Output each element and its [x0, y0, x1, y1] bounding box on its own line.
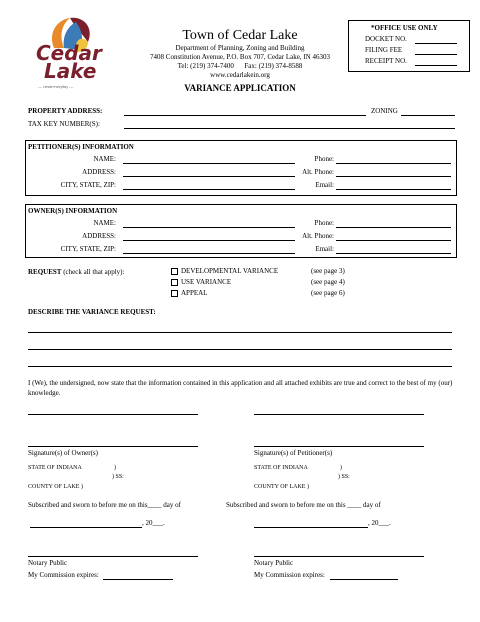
owner-section [25, 204, 457, 258]
appeal-checkbox[interactable] [171, 290, 178, 297]
petitioner-notary-line[interactable] [254, 556, 424, 557]
owner-email-field[interactable] [336, 245, 451, 254]
owner-ss-label: ) SS: [112, 474, 124, 480]
petitioner-signature-label: Signature(s) of Petitioner(s) [254, 449, 333, 457]
owner-phone-field[interactable] [336, 219, 451, 228]
appeal-label: APPEAL [181, 289, 208, 297]
town-logo [30, 12, 110, 94]
petitioner-phone-label: Phone: [314, 155, 334, 163]
describe-line[interactable] [28, 332, 452, 333]
property-address-field[interactable] [124, 107, 366, 116]
owner-address-field[interactable] [123, 232, 295, 241]
owner-name-label: NAME: [93, 219, 116, 227]
petitioner-sworn-year: , 20___. [368, 519, 391, 527]
owner-alt-phone-field[interactable] [336, 232, 451, 241]
petitioner-ss-label: ) SS: [338, 474, 350, 480]
developmental-variance-checkbox[interactable] [171, 268, 178, 275]
filing-fee-label: FILING FEE [365, 46, 403, 54]
logo-cedar: Cedar [36, 41, 102, 65]
owner-notary-label: Notary Public [28, 559, 68, 567]
use-variance-label: USE VARIANCE [181, 278, 232, 286]
certification-statement: I (We), the undersigned, now state that the information contained in this application and all attached exhibits are true and correct to the best of my (our) knowledge. [28, 379, 453, 397]
docket-field[interactable] [415, 43, 457, 44]
owner-sworn-date-line[interactable] [30, 527, 142, 528]
petitioner-name-label: NAME: [93, 155, 116, 163]
petitioner-signature-line[interactable] [254, 414, 424, 415]
petitioner-address-label: ADDRESS: [82, 168, 116, 176]
owner-signature-label: Signature(s) of Owner(s) [28, 449, 98, 457]
use-variance-page: (see page 4) [311, 278, 345, 286]
form-title: VARIANCE APPLICATION [184, 83, 296, 93]
office-use-box [348, 20, 470, 72]
petitioner-section [25, 140, 457, 196]
petitioner-email-field[interactable] [336, 181, 451, 190]
petitioner-signature-line-2[interactable] [254, 446, 424, 447]
petitioner-address-field[interactable] [123, 168, 295, 177]
petitioner-commission-line[interactable] [330, 579, 398, 580]
tax-key-field[interactable] [124, 120, 455, 129]
logo-tagline: — create everyday — [38, 84, 74, 89]
appeal-page: (see page 6) [311, 289, 345, 297]
logo-lake: Lake [44, 59, 97, 83]
filing-fee-field[interactable] [415, 54, 457, 55]
petitioner-notary-label: Notary Public [254, 559, 294, 567]
docket-label: DOCKET NO. [365, 35, 407, 43]
owner-state-label: STATE OF INDIANA [28, 465, 82, 471]
owner-address-label: ADDRESS: [82, 232, 116, 240]
owner-notary-line[interactable] [28, 556, 198, 557]
header-block [132, 28, 348, 94]
zoning-field[interactable] [401, 107, 455, 116]
describe-line[interactable] [28, 349, 452, 350]
owner-sworn-text: Subscribed and sworn to before me on this____ day of [28, 501, 181, 509]
describe-label: DESCRIBE THE VARIANCE REQUEST: [28, 308, 156, 316]
petitioner-heading: PETITIONER(S) INFORMATION [28, 143, 134, 151]
petitioner-alt-phone-label: Alt. Phone: [302, 168, 334, 176]
describe-line[interactable] [28, 366, 452, 367]
owner-sworn-year: , 20___. [142, 519, 165, 527]
website-link[interactable]: www.cedarlakein.org [210, 71, 270, 79]
request-label-group [28, 268, 124, 277]
owner-commission-label: My Commission expires: [28, 571, 99, 579]
department: Department of Planning, Zoning and Building [175, 44, 305, 52]
receipt-field[interactable] [415, 65, 457, 66]
department-address: 7408 Constitution Avenue, P.O. Box 707, Cedar Lake, IN 46303 [150, 53, 330, 61]
use-variance-checkbox[interactable] [171, 279, 178, 286]
petitioner-state-paren: ) [340, 465, 342, 471]
petitioner-sworn-text: Subscribed and sworn to before me on this ____ day of [226, 501, 381, 509]
request-note: (check all that apply): [63, 268, 125, 276]
owner-name-field[interactable] [123, 219, 295, 228]
owner-alt-phone-label: Alt. Phone: [302, 232, 334, 240]
petitioner-phone-field[interactable] [336, 155, 451, 164]
phone-fax: Tel: (219) 374-7400 Fax: (219) 374-8588 [177, 62, 303, 70]
office-use-title: *OFFICE USE ONLY [371, 24, 438, 32]
owner-city-label: CITY, STATE, ZIP: [60, 245, 116, 253]
owner-signature-line-2[interactable] [28, 446, 198, 447]
developmental-variance-page: (see page 3) [311, 267, 345, 275]
petitioner-county-label: COUNTY OF LAKE ) [254, 484, 309, 490]
property-address-label: PROPERTY ADDRESS: [28, 107, 103, 115]
developmental-variance-label: DEVELOPMENTAL VARIANCE [181, 267, 279, 275]
town-name: Town of Cedar Lake [182, 28, 298, 43]
petitioner-state-label: STATE OF INDIANA [254, 465, 308, 471]
petitioner-email-label: Email: [315, 181, 334, 189]
owner-city-field[interactable] [123, 245, 295, 254]
owner-state-paren: ) [114, 465, 116, 471]
tax-key-label: TAX KEY NUMBER(S): [28, 120, 100, 128]
owner-phone-label: Phone: [314, 219, 334, 227]
petitioner-city-label: CITY, STATE, ZIP: [60, 181, 116, 189]
zoning-label: ZONING [371, 107, 398, 115]
petitioner-alt-phone-field[interactable] [336, 168, 451, 177]
request-label: REQUEST [28, 268, 62, 276]
owner-signature-line[interactable] [28, 414, 198, 415]
owner-commission-line[interactable] [103, 579, 173, 580]
owner-email-label: Email: [315, 245, 334, 253]
petitioner-name-field[interactable] [123, 155, 295, 164]
receipt-label: RECEIPT NO. [365, 57, 407, 65]
owner-heading: OWNER(S) INFORMATION [28, 207, 118, 215]
petitioner-sworn-date-line[interactable] [254, 527, 368, 528]
petitioner-city-field[interactable] [123, 181, 295, 190]
petitioner-commission-label: My Commission expires: [254, 571, 325, 579]
owner-county-label: COUNTY OF LAKE ) [28, 484, 83, 490]
